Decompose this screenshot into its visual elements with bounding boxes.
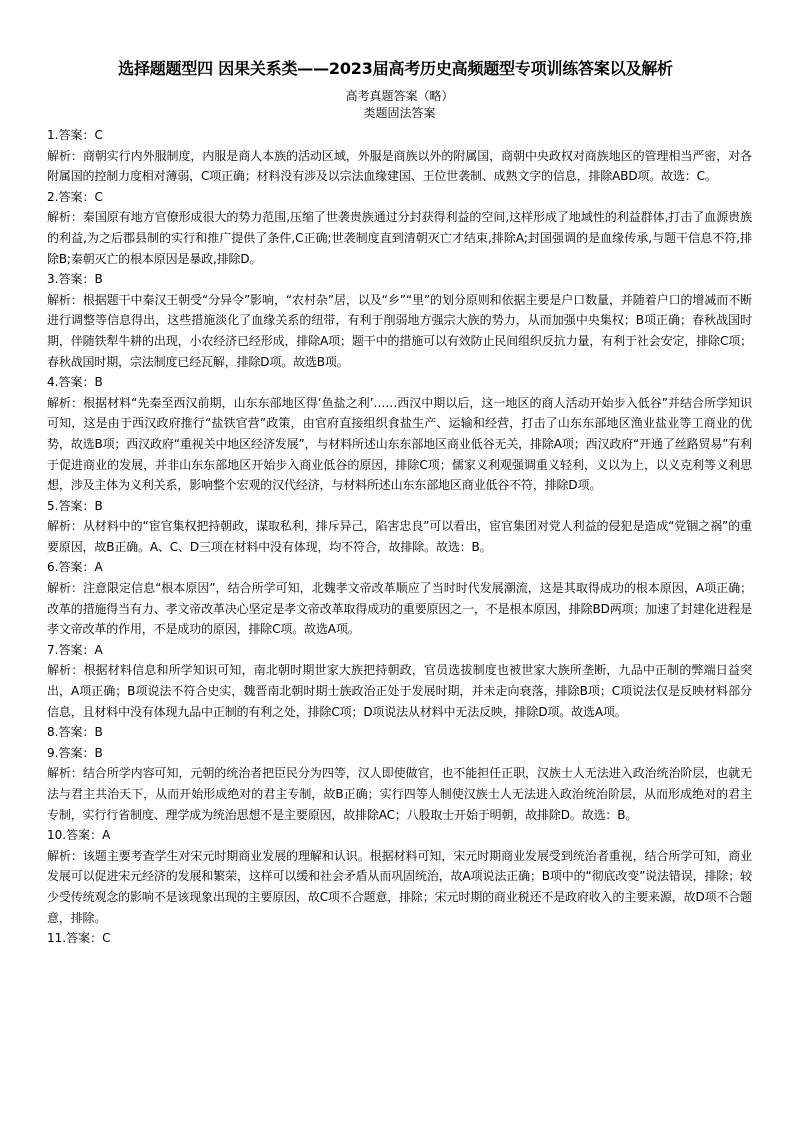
answer-item-5	[47, 496, 752, 558]
answer-line: 2.答案：C	[47, 189, 103, 204]
answer-item-6	[47, 557, 752, 639]
answer-item-10	[47, 825, 752, 928]
explanation-text: 解析：根据题干中秦汉王朝受“分异令”影响，“农村杂”居，以及“乡”“里”的划分原则和依据主要是户口数量，并随着户口的增减而不断进行调整等信息得出，这些措施淡化了血缘关系的纽带，有利于削弱地方强宗大族的势力，从而加强中央集权；B项正确；春秋战国时期，伴随铁犁牛耕的出现，小农经济已经形成，排除A项；题干中的措施可以有效防止民间组织反抗力量，有利于社会安定，排除C项；春秋战国时期，宗法制度已经瓦解，排除D项。故选B项。	[47, 292, 752, 369]
answer-line: 3.答案：B	[47, 272, 103, 287]
subtitle-practice-answers: 类题固法答案	[363, 106, 436, 120]
answer-line: 6.答案：A	[47, 560, 103, 575]
answer-item-2	[47, 187, 752, 269]
explanation-text: 解析：该题主要考查学生对宋元时期商业发展的理解和认识。根据材料可知，宋元时期商业发展受到统治者重视，结合所学可知，商业发展可以促进宋元经济的发展和繁荣，这样可以缓和社会矛盾从而巩固统治，故A项说法正确；B项中的“彻底改变”说法错误，排除；较少受传统观念的影响不是该现象出现的主要原因，故C项不合题意，排除；宋元时期的商业税还不是政府收入的主要来源，故D项不合题意，排除。	[47, 848, 752, 925]
answer-line: 8.答案：B	[47, 725, 103, 740]
explanation-text: 解析：根据材料信息和所学知识可知，南北朝时期世家大族把持朝政，官员选拔制度也被世家大族所垄断，九品中正制的弊端日益突出，A项正确；B项说法不符合史实，魏晋南北朝时期士族政治正处于发展时期，并未走向衰落，排除B项；C项说法仅是反映材料部分信息，且材料中没有体现九品中正制的有利之处，排除C项；D项说法从材料中无法反映，排除D项。故选A项。	[47, 663, 752, 719]
subtitle-exam-answers: 高考真题答案（略）	[345, 89, 454, 103]
answer-line: 9.答案：B	[47, 745, 103, 760]
explanation-text: 解析：结合所学内容可知，元朝的统治者把臣民分为四等，汉人即使做官，也不能担任正职，汉族士人无法进入政治统治阶层，也就无法与君主共治天下，从而开始形成绝对的君主专制，故B正确；实行四等人制使汉族士人无法进入政治统治阶层，从而形成绝对的君主专制，实行行省制度、理学成为统治思想不是主要原因，故排除AC；八股取士开始于明朝，故排除D。故选：B。	[47, 766, 752, 822]
answer-list	[47, 125, 752, 949]
explanation-text: 解析：根据材料“先秦至西汉前期，山东东部地区得‘鱼盐之利’……西汉中期以后，这一地区的商人活动开始步入低谷”并结合所学知识可知，这是由于西汉政府推行“盐铁官营”政策，由官府直接组织食盐生产、运输和经营，打击了山东东部地区渔业盐业等工商业的优势，故选B项；西汉政府“重视关中地区经济发展”，与材料所述山东东部地区商业低谷无关，排除A项；西汉政府“开通了丝路贸易”有利于促进商业的发展，并非山东东部地区开始步入商业低谷的原因，排除C项；儒家义利观强调重义轻利，义以为上，以义克利等义利思想，涉及主体为义利关系，影响整个宏观的汉代经济，与材料所述山东东部地区商业低谷不符，排除D项。	[47, 395, 752, 493]
answer-item-4	[47, 372, 752, 496]
explanation-text: 解析：注意限定信息“根本原因”，结合所学可知，北魏孝文帝改革顺应了当时时代发展潮流，这是其取得成功的根本原因，A项正确；改革的措施得当有力、孝文帝改革决心坚定是孝文帝改革取得成功的重要原因之一，不是根本原因，排除BD两项；加速了封建化进程是孝文帝改革的作用，不是成功的原因，排除C项。故选A项。	[47, 581, 752, 637]
answer-line: 5.答案：B	[47, 498, 103, 513]
answer-line: 10.答案：A	[47, 828, 111, 843]
answer-item-8	[47, 722, 752, 743]
answer-item-1	[47, 125, 752, 187]
answer-item-3	[47, 269, 752, 372]
answer-item-7	[47, 640, 752, 722]
explanation-text: 解析：商朝实行内外服制度，内服是商人本族的活动区域，外服是商族以外的附属国，商朝中央政权对商族地区的管理相当严密，对各附属国的控制力度相对薄弱，C项正确；材料没有涉及以宗法血缘建国、王位世袭制、成熟文字的信息，排除ABD项。故选：C。	[47, 148, 752, 184]
answer-item-9	[47, 743, 752, 825]
answer-line: 7.答案：A	[47, 642, 103, 657]
answer-item-11	[47, 928, 752, 949]
answer-line: 4.答案：B	[47, 375, 103, 390]
explanation-text: 解析：秦国原有地方官僚形成很大的势力范围,压缩了世袭贵族通过分封获得利益的空间,这样形成了地域性的利益群体,打击了血源贵族的利益,为之后郡县制的实行和推广提供了条件,C正确;世袭制度直到清朝灭亡才结束,排除A;封国强调的是血缘传承,与题干信息不符,排除B;秦朝灭亡的根本原因是暴政,排除D。	[47, 210, 752, 266]
answer-line: 11.答案：C	[47, 931, 111, 946]
document-title: 选择题题型四 因果关系类——2023届高考历史高频题型专项训练答案以及解析	[118, 59, 673, 78]
document-page	[47, 58, 752, 949]
answer-line: 1.答案：C	[47, 128, 103, 142]
explanation-text: 解析：从材料中的“宦官集权把持朝政，谋取私利，排斥异己，陷害忠良”可以看出，宦官集团对党人利益的侵犯是造成“党锢之祸”的重要原因，故B正确。A、C、D三项在材料中没有体现，均不符合，故排除。故选：B。	[47, 519, 752, 554]
